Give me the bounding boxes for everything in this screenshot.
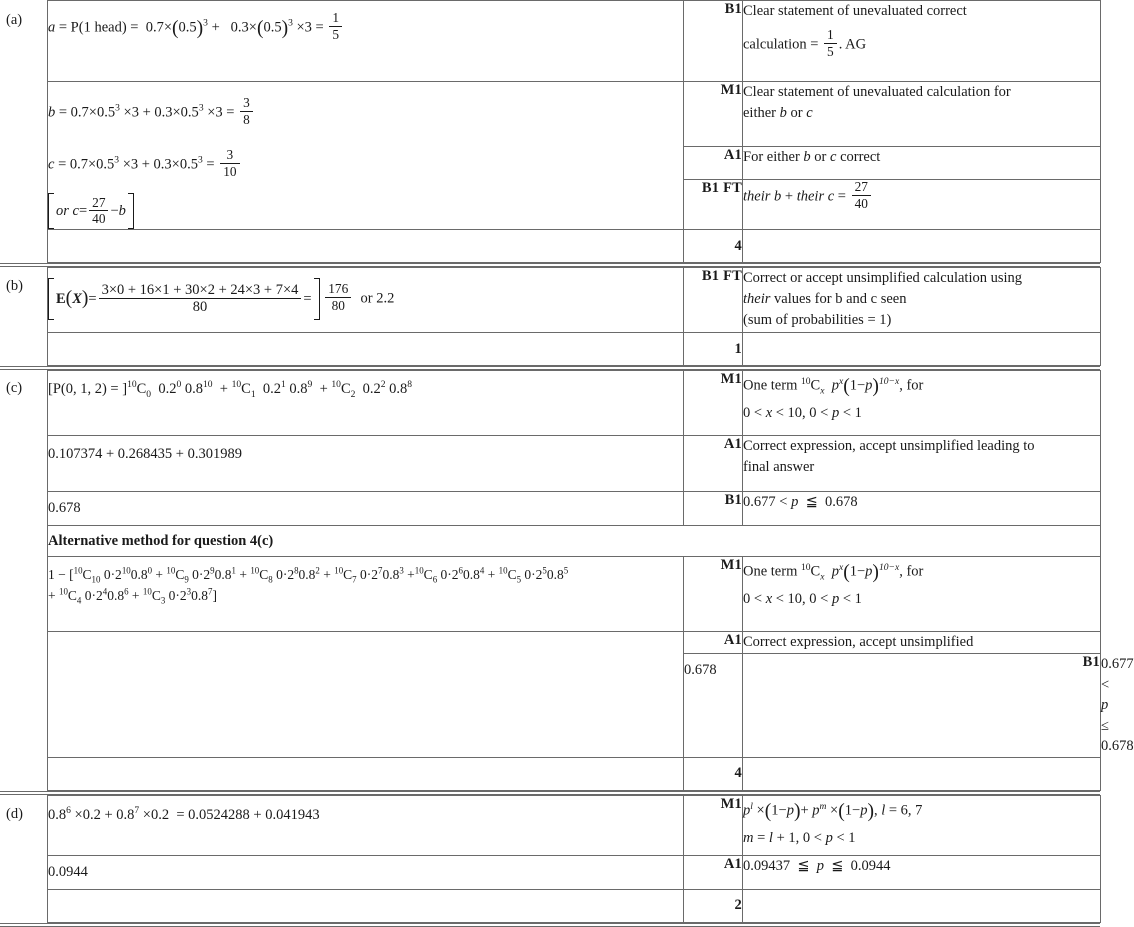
comment-alt1 — [743, 557, 1101, 632]
comment-line: One term $^{10}C_x$ $p^x(1-p)^{10-x}$, for — [743, 562, 924, 584]
marks-table-d — [47, 795, 1101, 923]
marks-table-b — [47, 267, 1101, 366]
comment-d1 — [743, 795, 1101, 855]
comment-c1 — [743, 371, 1101, 436]
part-divider — [0, 923, 1100, 927]
comment-line: 0 < x < 10, 0 < p < 1 — [743, 591, 862, 608]
comment-blank-c — [743, 757, 1101, 790]
working-line: 0.0944 — [48, 863, 88, 880]
alternative-method-heading: Alternative method for question 4(c) — [48, 526, 1101, 557]
working-line: 0.678 — [48, 500, 81, 517]
mark-code-d2: A1 — [684, 855, 743, 889]
mark-code-alt3: B1 — [743, 653, 1101, 757]
mark-code-c2: A1 — [684, 436, 743, 492]
comment-line: Correct or accept unsimplified calculation using — [743, 270, 1023, 287]
comment-blank-a — [743, 230, 1101, 263]
working-line: 0.678 — [684, 661, 717, 678]
working-cell-blank-a — [48, 230, 684, 263]
working-cell-d1: $0.8^6 \times 0.2 + 0.8^7 \times 0.2 = 0.0524288 + 0.041943$ — [48, 795, 684, 855]
working-cell-a1: a = P(1 head) = $0.7\times(0.5)^3 + 0.3\times(0.5)^3 \times 3$ = $\frac{1}{5}$ — [48, 1, 684, 82]
question-part-b — [0, 267, 1100, 370]
mark-code-alt2: A1 — [684, 632, 743, 654]
mark-code-alt1: M1 — [684, 557, 743, 632]
comment-c3: 0.677 < p ≦ 0.678 — [743, 492, 1101, 526]
marks-table-a — [47, 0, 1101, 263]
comment-line: One term $^{10}C_x$ $p^x(1-p)^{10-x}$, for — [743, 376, 924, 398]
comment-line: calculation = — [743, 35, 819, 52]
table-row-alt-heading — [48, 526, 1101, 557]
total-marks-a: 4 — [684, 230, 743, 263]
comment-line: either b or c — [743, 104, 813, 121]
table-row — [48, 795, 1101, 855]
comment-line: (sum of probabilities = 1) — [743, 311, 892, 328]
comment-d2: 0.09437 ≦ p ≦ 0.0944 — [743, 855, 1101, 889]
comment-blank-d — [743, 889, 1101, 922]
comment-a2 — [743, 82, 1101, 147]
working-line: 0.107374 + 0.268435 + 0.301989 — [48, 446, 242, 463]
table-row-total — [48, 757, 1101, 790]
working-cell-c2 — [48, 436, 684, 492]
table-row — [48, 492, 1101, 526]
comment-line: 0 < x < 10, 0 < p < 1 — [743, 405, 862, 422]
comment-a1: Clear statement of unevaluated correct calculation = $\frac{1}{5}$ . AG — [743, 1, 1101, 82]
table-row — [48, 632, 1101, 654]
comment-line: their values for b and c seen — [743, 290, 907, 307]
total-marks-c: 4 — [684, 757, 743, 790]
table-row — [48, 268, 1101, 333]
comment-line: Clear statement of unevaluated correct — [743, 3, 967, 19]
question-part-c — [0, 370, 1134, 794]
part-label-d: (d) — [6, 805, 23, 822]
comment-b1 — [743, 268, 1101, 333]
table-row — [48, 436, 1101, 492]
working-cell-b1: E ( X ) = $\frac{3\times 0 + 16\times 1 + 30\times 2 + 24\times 3 + 7\times 4}{80}$ = $\frac{176}{80}$ or 2.2 — [48, 268, 684, 333]
question-part-d — [0, 795, 1100, 927]
part-label-a: (a) — [6, 12, 23, 28]
working-cell-c1: [P(0, 1, $2) = ]^{10}C_0$ $0.2^0$ $0.8^{10} + ^{10}C_1$ $0.2^1$ $0.8^9 + ^{10}C_2$ $0.2^2$ $0.8^8$ — [48, 371, 684, 436]
part-label-c: (c) — [6, 380, 23, 397]
table-row-total — [48, 333, 1101, 366]
comment-c2 — [743, 436, 1101, 492]
comment-line: Correct expression, accept unsimplified leading to — [743, 438, 1035, 455]
working-cell-blank-b — [48, 333, 684, 366]
mark-code-b1: B1 FT — [684, 268, 743, 333]
mark-code-c1: M1 — [684, 371, 743, 436]
working-cell-alt1: $1 - [^{10}C_{10}$ $0\cdot 2^{10}0.8^0 + ^{10}C_9$ $0\cdot 2^90.8^1 + ^{10}C_8$ $0\cdot 2^80.8^2 + ^{10}C_7$ $0\cdot 2^70.8^3 +^{10}C_6$ $0\cdot 2^60.8^4 + ^{10}C_5$ $0\cdot 2^50.8^5$ + $^{10}C_4$ $0\cdot 2^40.8^6 + ^{10}C_3$ $0\cdot 2^30.8^7$] — [48, 557, 684, 632]
working-cell-c3 — [48, 492, 684, 526]
table-row — [48, 82, 1101, 147]
comment-line: Clear statement of unevaluated calculation for — [743, 84, 1011, 100]
comment-a4: their b + their c = $\frac{27}{40}$ — [743, 180, 1101, 230]
table-row — [48, 557, 1101, 632]
table-row — [48, 1, 1101, 82]
comment-line: . AG — [838, 35, 867, 52]
comment-line: m = l + 1, 0 < p < 1 — [743, 829, 856, 846]
comment-blank-b — [743, 333, 1101, 366]
working-cell-alt-blank — [48, 632, 684, 757]
comment-line: $p^l \times(1-p)+ p^m \times(1-p)$, l = 6, 7 — [743, 800, 923, 822]
working-cell-a2: $b = 0.7\times 0.5^3 \times 3 + 0.3\times 0.5^3 \times 3$ = $\frac{3}{8}$ $c = 0.7\times 0.5^3 \times 3 + 0.3\times 0.5^3$ = $\frac{3}{10}$ or c = $\frac{27}{40}$ − b — [48, 82, 684, 230]
mark-code-d1: M1 — [684, 795, 743, 855]
comment-alt2: Correct expression, accept unsimplified — [743, 632, 1101, 654]
comment-a3: For either b or c correct — [743, 146, 1101, 179]
part-label-b: (b) — [6, 278, 23, 295]
table-row — [48, 371, 1101, 436]
total-marks-b: 1 — [684, 333, 743, 366]
table-row-total — [48, 889, 1101, 922]
table-row: 0.678 B1 0.677 < p ≤ 0.678 — [48, 653, 1101, 757]
mark-code-a3: A1 — [684, 146, 743, 179]
mark-code-a2: M1 — [684, 82, 743, 147]
comment-line: final answer — [743, 458, 815, 475]
working-cell-blank-c — [48, 757, 684, 790]
marks-table-c — [47, 370, 1134, 790]
working-cell-d2 — [48, 855, 684, 889]
mark-code-a4: B1 FT — [684, 180, 743, 230]
question-part-a — [0, 0, 1100, 267]
total-marks-d: 2 — [684, 889, 743, 922]
table-row — [48, 855, 1101, 889]
working-cell-alt3 — [684, 653, 743, 757]
mark-code-c3: B1 — [684, 492, 743, 526]
mark-code-a1: B1 — [684, 1, 743, 82]
working-cell-blank-d — [48, 889, 684, 922]
table-row-total — [48, 230, 1101, 263]
